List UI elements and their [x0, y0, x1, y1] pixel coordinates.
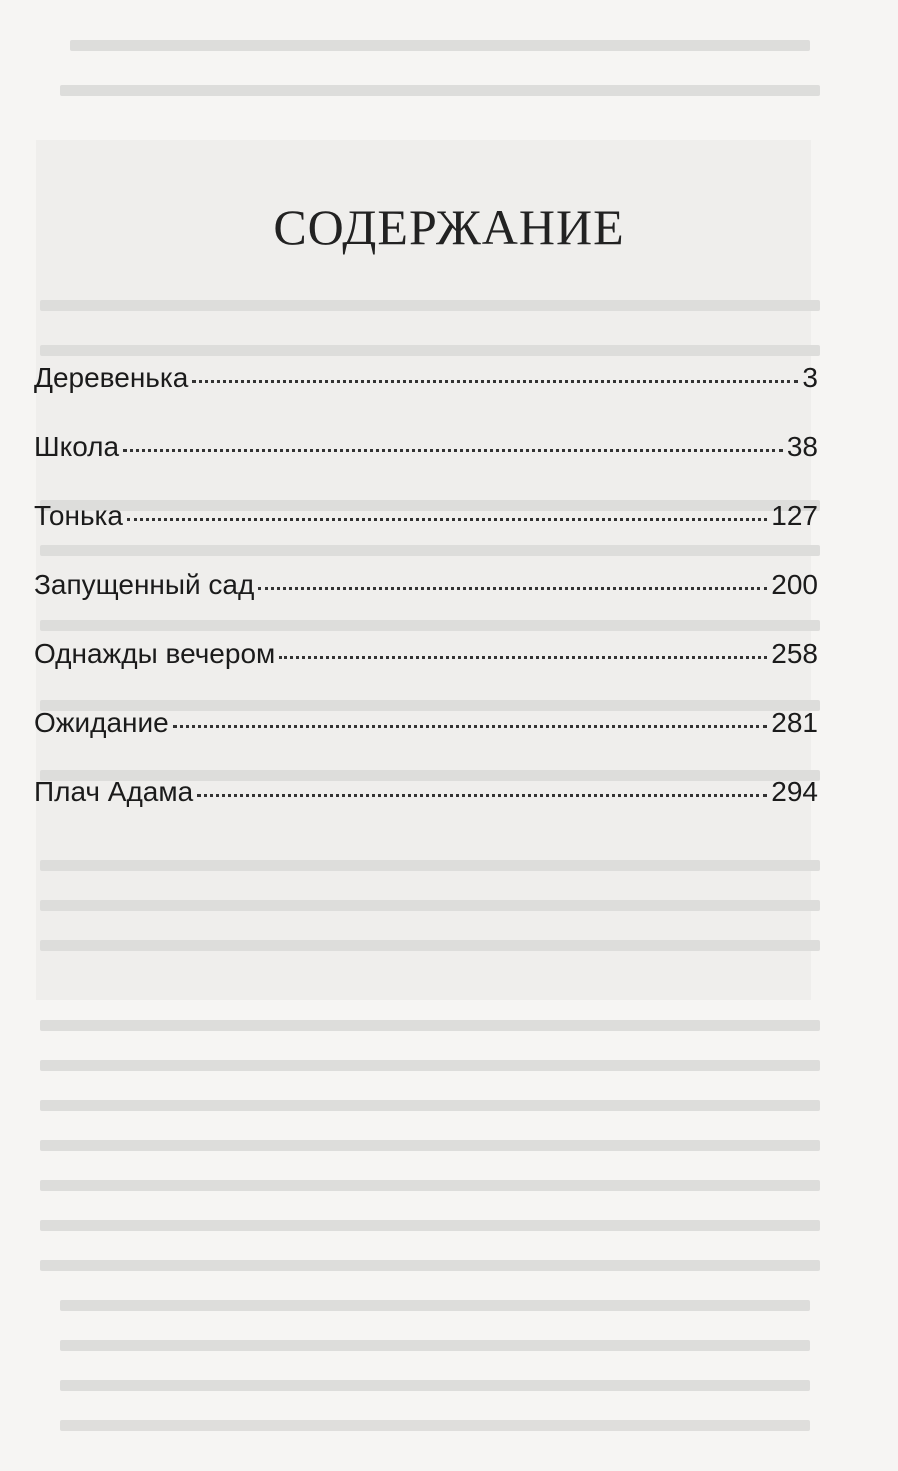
toc-leader-dots — [127, 518, 767, 521]
toc-entry[interactable] — [34, 638, 818, 707]
toc-entry-title: Ожидание — [34, 707, 169, 738]
toc-leader-dots — [192, 380, 798, 383]
toc-entry[interactable] — [34, 431, 818, 500]
toc-leader-dots — [258, 587, 767, 590]
toc-entry-title: Однажды вечером — [34, 638, 276, 669]
toc-entry-page: 38 — [786, 431, 818, 462]
toc-entry-title: Тонька — [34, 500, 123, 531]
toc-entry[interactable] — [34, 362, 818, 431]
toc-leader-dots — [123, 449, 783, 452]
toc-entry-title: Плач Адама — [34, 776, 194, 807]
toc-entry-page: 294 — [771, 776, 818, 807]
toc-entry[interactable] — [34, 500, 818, 569]
toc-leader-dots — [173, 725, 768, 728]
toc-entry-page: 258 — [771, 638, 818, 669]
toc-entry-title: Деревенька — [34, 362, 189, 393]
toc-entry-title: Школа — [34, 431, 120, 462]
toc-entry-page: 200 — [771, 569, 818, 600]
toc-entry-page: 281 — [771, 707, 818, 738]
toc-leader-dots — [197, 794, 767, 797]
toc-entry-page: 127 — [771, 500, 818, 531]
toc-entry-page: 3 — [802, 362, 818, 393]
toc-entry[interactable] — [34, 776, 818, 845]
table-of-contents — [34, 362, 818, 845]
toc-entry[interactable] — [34, 569, 818, 638]
toc-entry-title: Запущенный сад — [34, 569, 255, 600]
toc-leader-dots — [279, 656, 767, 659]
toc-entry[interactable] — [34, 707, 818, 776]
page-title: СОДЕРЖАНИЕ — [273, 199, 625, 255]
